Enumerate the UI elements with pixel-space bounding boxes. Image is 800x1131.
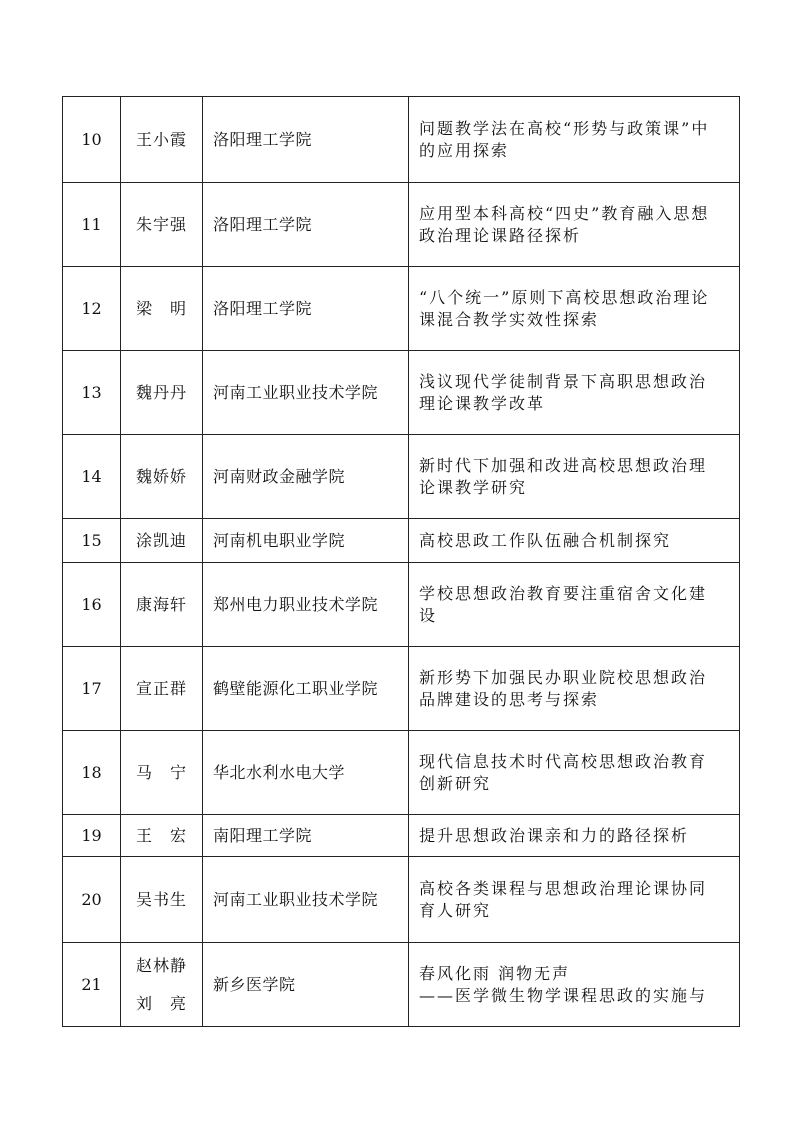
table-row	[63, 647, 740, 731]
paper-title-line: 现代信息技术时代高校思想政治教育	[419, 751, 708, 771]
paper-title-line: 学校思想政治教育要注重宿舍文化建	[419, 583, 708, 603]
table-row	[63, 815, 740, 857]
paper-title-line: 的应用探索	[419, 140, 510, 160]
author-name	[121, 267, 203, 351]
row-number: 13	[63, 351, 121, 435]
author-name-line: 王小霞	[135, 129, 187, 149]
paper-title	[409, 267, 740, 351]
institution-name: 洛阳理工学院	[203, 183, 409, 267]
awards-table-body	[63, 97, 740, 1027]
paper-title-line: 提升思想政治课亲和力的路径探析	[419, 825, 690, 845]
author-name	[121, 563, 203, 647]
awards-table	[62, 96, 740, 1027]
author-name	[121, 519, 203, 563]
table-row	[63, 97, 740, 183]
author-name-line: 赵林静	[135, 955, 187, 975]
paper-title-line: 品牌建设的思考与探索	[419, 689, 600, 709]
author-name-line: 涂凯迪	[135, 530, 187, 550]
paper-title-line: 浅议现代学徒制背景下高职思想政治	[419, 371, 708, 391]
row-number: 18	[63, 731, 121, 815]
author-name	[121, 97, 203, 183]
institution-name: 郑州电力职业技术学院	[203, 563, 409, 647]
row-number: 15	[63, 519, 121, 563]
row-number: 17	[63, 647, 121, 731]
paper-title-line: ——医学微生物学课程思政的实施与	[419, 985, 708, 1005]
row-number: 20	[63, 857, 121, 943]
paper-title-line: 育人研究	[419, 900, 492, 920]
institution-name: 华北水利水电大学	[203, 731, 409, 815]
author-name	[121, 647, 203, 731]
paper-title	[409, 815, 740, 857]
author-name-line: 康海轩	[135, 594, 187, 614]
table-row	[63, 351, 740, 435]
author-name-line: 梁 明	[135, 298, 187, 318]
author-name	[121, 857, 203, 943]
paper-title	[409, 351, 740, 435]
author-name-line: 魏丹丹	[135, 382, 187, 402]
paper-title	[409, 857, 740, 943]
author-name	[121, 943, 203, 1027]
paper-title	[409, 647, 740, 731]
institution-name: 南阳理工学院	[203, 815, 409, 857]
table-row	[63, 731, 740, 815]
table-row	[63, 267, 740, 351]
row-number: 12	[63, 267, 121, 351]
institution-name: 洛阳理工学院	[203, 267, 409, 351]
paper-title	[409, 563, 740, 647]
paper-title	[409, 943, 740, 1027]
paper-title-line: 创新研究	[419, 773, 492, 793]
paper-title	[409, 183, 740, 267]
paper-title-line: 设	[419, 605, 438, 625]
table-row	[63, 563, 740, 647]
author-name	[121, 731, 203, 815]
author-name-line: 王 宏	[135, 825, 187, 845]
author-name	[121, 351, 203, 435]
paper-title-line: 高校各类课程与思想政治理论课协同	[419, 878, 708, 898]
table-row	[63, 183, 740, 267]
paper-title-line: 政治理论课路径探析	[419, 225, 582, 245]
table-row	[63, 519, 740, 563]
author-name-line: 朱宇强	[135, 214, 187, 234]
paper-title-line: 应用型本科高校“四史”教育融入思想	[419, 203, 710, 223]
paper-title-line: 课混合教学实效性探索	[419, 309, 600, 329]
paper-title-line: “八个统一”原则下高校思想政治理论	[419, 287, 710, 307]
row-number: 16	[63, 563, 121, 647]
table-row	[63, 435, 740, 519]
paper-title	[409, 519, 740, 563]
institution-name: 河南财政金融学院	[203, 435, 409, 519]
institution-name: 鹤壁能源化工职业学院	[203, 647, 409, 731]
row-number: 19	[63, 815, 121, 857]
paper-title-line: 论课教学研究	[419, 477, 528, 497]
institution-name: 河南工业职业技术学院	[203, 857, 409, 943]
author-name-line: 马 宁	[135, 762, 187, 782]
paper-title-line: 问题教学法在高校“形势与政策课”中	[419, 118, 710, 138]
paper-title-line: 新形势下加强民办职业院校思想政治	[419, 667, 708, 687]
table-row	[63, 857, 740, 943]
author-name	[121, 183, 203, 267]
paper-title-line: 春风化雨 润物无声	[419, 963, 571, 983]
paper-title-line: 新时代下加强和改进高校思想政治理	[419, 455, 708, 475]
paper-title-line: 高校思政工作队伍融合机制探究	[419, 530, 672, 550]
row-number: 10	[63, 97, 121, 183]
author-name-line: 刘 亮	[135, 993, 187, 1013]
institution-name: 洛阳理工学院	[203, 97, 409, 183]
paper-title-line: 理论课教学改革	[419, 393, 546, 413]
paper-title	[409, 731, 740, 815]
row-number: 21	[63, 943, 121, 1027]
institution-name: 新乡医学院	[203, 943, 409, 1027]
institution-name: 河南机电职业学院	[203, 519, 409, 563]
paper-title	[409, 435, 740, 519]
author-name	[121, 815, 203, 857]
row-number: 11	[63, 183, 121, 267]
author-name	[121, 435, 203, 519]
table-row	[63, 943, 740, 1027]
paper-title	[409, 97, 740, 183]
row-number: 14	[63, 435, 121, 519]
author-name-line: 魏娇娇	[135, 466, 187, 486]
author-name-line: 吴书生	[135, 889, 187, 909]
author-name-line: 宣正群	[135, 678, 187, 698]
institution-name: 河南工业职业技术学院	[203, 351, 409, 435]
